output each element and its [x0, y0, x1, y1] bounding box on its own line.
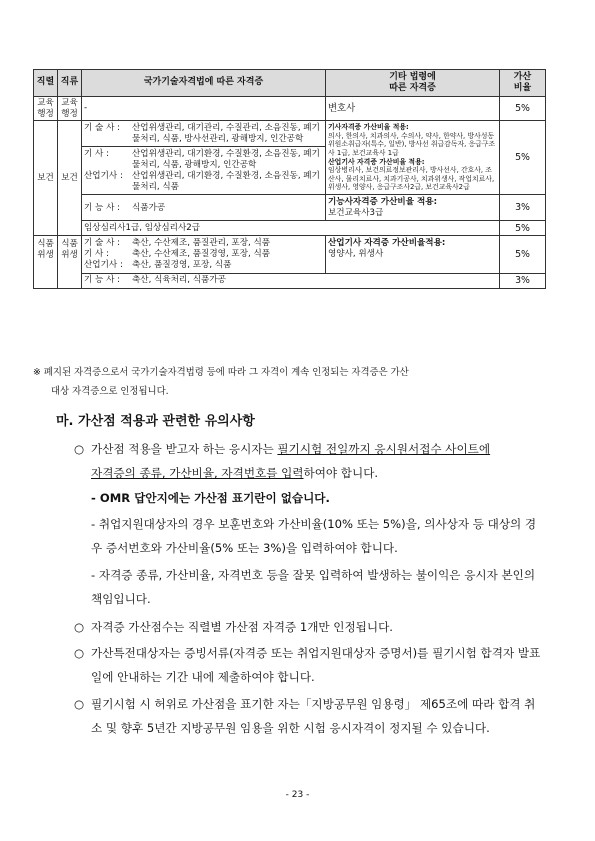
bullet-icon: ○: [74, 620, 85, 634]
cell-rate: 3%: [500, 273, 546, 288]
cell-national-cert: [82, 195, 326, 221]
cell-jikryeol: 교육 행정: [34, 97, 58, 121]
cert-line-gineungsa: 기 능 사 : 식품가공: [84, 202, 166, 213]
header-jikryeol: 직렬: [34, 70, 58, 97]
cert-line-gineungsa: 기 능 사 : 축산, 식육처리, 식품가공: [84, 275, 226, 286]
table-row-health-main: [34, 121, 546, 195]
table-row-food-gineungsa: [34, 273, 546, 288]
bullet-icon: ○: [74, 646, 85, 660]
cell-national-cert: [82, 121, 326, 195]
cell-national-cert: -: [82, 97, 326, 121]
paragraph-single-cert: 자격증 가산점수는 직렬별 가산점 자격증 1개만 인정됩니다.: [91, 620, 393, 634]
paragraph-input-requirement: 가산점 적용을 받고자 하는 응시자는 필기시험 전일까지 응시원서접수 사이트에 자격증의 종류, 가산비율, 자격번호를 입력하여야 합니다.: [91, 442, 491, 480]
bullet-icon: ○: [74, 697, 85, 711]
cert-line-gisa: 기 사 : 축산, 수산제조, 품질경영, 포장, 식품: [84, 249, 271, 260]
table-row-health-clinical: [34, 221, 546, 236]
cell-rate: 5%: [500, 221, 546, 236]
omr-notice: - OMR 답안지에는 가산점 표기란이 없습니다.: [91, 491, 330, 505]
paragraph-responsibility: - 자격증 종류, 가산비율, 자격번호 등을 잘못 입력하여 발생하는 불이익은 응시자 본인의 책임입니다.: [91, 568, 536, 606]
cell-national-cert: [82, 273, 500, 288]
header-jikryu: 직류: [58, 70, 82, 97]
cell-other-cert: 산업기사 자격증 가산비율적용: 영양사, 위생사: [326, 236, 500, 273]
bonus-qualification-table: [33, 69, 546, 289]
header-rate: 가산 비율: [500, 70, 546, 97]
section-title: 마. 가산점 적용과 관련한 유의사항: [56, 414, 255, 429]
bullet-icon: ○: [74, 442, 85, 456]
cell-rate: 5%: [500, 97, 546, 121]
table-row-health-gineungsa: [34, 195, 546, 221]
table-row-food-main: [34, 236, 546, 273]
cell-rate: 5%: [500, 121, 546, 195]
cell-jikryu: 식품 위생: [58, 236, 82, 288]
header-national-cert: 국가기술자격법에 따른 자격증: [82, 70, 326, 97]
cell-other-cert: 기능사자격증 가산비율 적용: 보건교육사3급: [326, 195, 500, 221]
table-row-education: [34, 97, 546, 121]
cell-jikryu: 교육 행정: [58, 97, 82, 121]
cert-line-gisa: 기 사 : 산업위생관리, 대기환경, 수질환경, 소음진동, 폐기물처리, 식품, 광해방지, 인간공학: [84, 149, 320, 171]
cell-national-cert: [82, 236, 326, 273]
paragraph-veterans-info: - 취업지원대상자의 경우 보훈번호와 가산비율(10% 또는 5%)을, 의사상자 등 대상의 경우 증서번호와 가산비율(5% 또는 3%)을 입력하여야 합니다.: [91, 517, 537, 555]
cell-other-cert: 변호사: [326, 97, 500, 121]
cert-line-gisulsa: 기 술 사 : 산업위생관리, 대기관리, 수질관리, 소음진동, 폐기물처리, 식품, 방사선관리, 광해방지, 인간공학: [84, 123, 320, 144]
cell-jikryeol: 보건: [34, 121, 58, 236]
paragraph-false-entry: 필기시험 시 허위로 가산점을 표기한 자는「지방공무원 임용령」 제65조에 따라 합격 취소 및 향후 5년간 지방공무원 임용을 위한 시험 응시자격이 정지될 수 있습니다.: [91, 697, 536, 735]
table-header-row: [34, 70, 546, 97]
table-footnote: ※ 폐지된 자격증으로서 국가기술자격법령 등에 따라 그 자격이 계속 인정되는 자격증은 가산 대상 자격증으로 인정됩니다.: [33, 367, 409, 397]
paragraph-documents: 가산특전대상자는 증빙서류(자격증 또는 취업지원대상자 증명서)를 필기시험 합격자 발표 일에 안내하는 기간 내에 제출하여야 합니다.: [91, 646, 541, 684]
cert-line-sanupgisa: 산업기사 : 축산, 품질경영, 포장, 식품: [84, 259, 232, 270]
cell-jikryeol: 식품 위생: [34, 236, 58, 288]
cert-line-sanupgisa: 산업기사 : 산업위생관리, 대기환경, 수질환경, 소음진동, 폐기물처리, 식품: [84, 170, 320, 192]
cell-clinical-cert: 임상심리사1급, 임상심리사2급: [82, 221, 500, 236]
cell-rate: 3%: [500, 195, 546, 221]
header-other-cert: 기타 법령에 따른 자격증: [326, 70, 500, 97]
cell-rate: 5%: [500, 236, 546, 273]
cell-other-cert: 기사자격증 가산비율 적용: 의사, 한의사, 치과의사, 수의사, 약사, 한약사, 방사성동위원소취급자(특수, 일반), 방사선 취급감독자, 응급구조사 1급, 보건교육사 1급 산업기사 자격증 가산비율 적용: 임상병리사, 보건의료정보관리사, 방사선사, 간호사, 조산사, 물리치료사, 치과기공사, 치과위생사, 작업치료사, 위생사, 영양사, 응급구조사2급, 보건교육사2급: [326, 121, 500, 195]
page-number: - 23 -: [285, 790, 310, 800]
cell-jikryu: 보건: [58, 121, 82, 236]
cert-line-gisulsa: 기 술 사 : 축산, 수산제조, 품질관리, 포장, 식품: [84, 238, 271, 249]
